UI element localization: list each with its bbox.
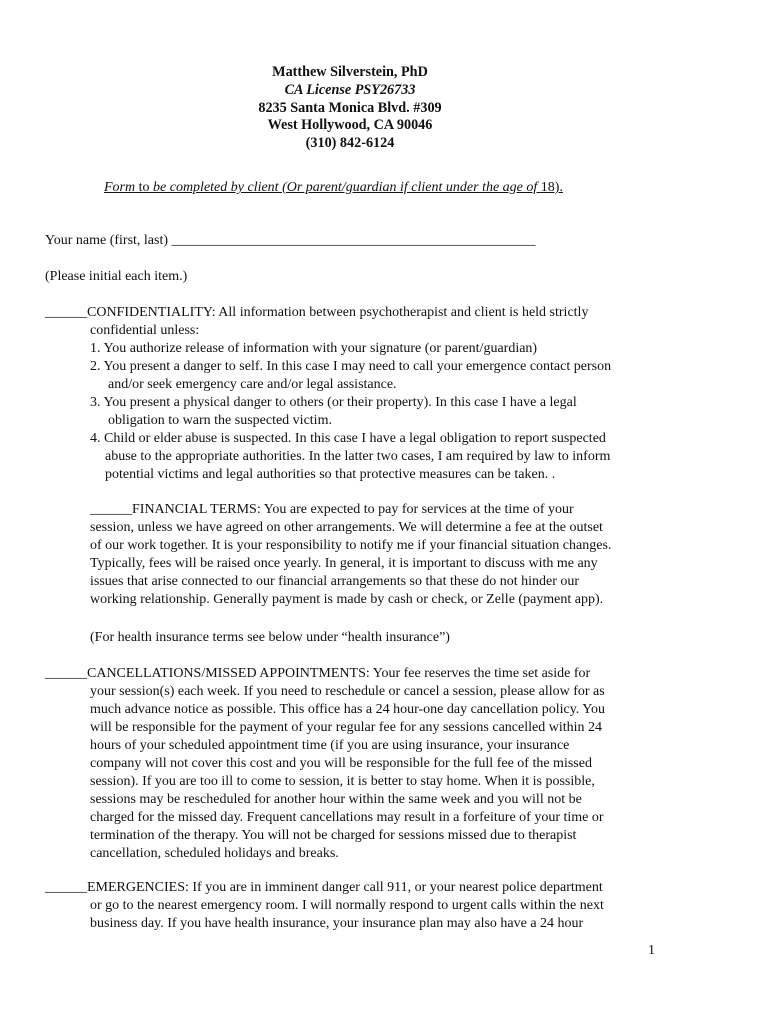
list-item: 1. You authorize release of information with your signature (or parent/guardian) bbox=[90, 341, 538, 356]
list-item: 4. Child or elder abuse is suspected. In this case I have a legal obligation to report suspected abuse to the appropriate authorities. In the latter two cases, I am required by law to inform potential victims and legal authorities so that protective measures can be taken. . bbox=[90, 431, 611, 482]
form-instructions: Form to be completed by client (Or parent/guardian if client under the age of 18). bbox=[104, 180, 563, 195]
emergencies-heading: EMERGENCIES: If you are in imminent danger call 911, or your nearest police department bbox=[87, 880, 603, 895]
cancellations-section: ______CANCELLATIONS/MISSED APPOINTMENTS: Your fee reserves the time set aside for your session(s) each week. If you need to reschedule or cancel a session, please allow for as much advance notice as possible. This office has a 24 hour-one day cancellation policy. You will be responsible for the payment of your regular fee for any sessions cancelled within 24 hours of your scheduled appointment time (if you are using insurance, your insurance company will not cover this cost and you will be responsible for the full fee of the missed session). If you are too ill to come to session, it is better to stay home. When it is possible, sessions may be rescheduled for another hour within the same week and you will not be charged for the missed day. Frequent cancellations may result in a forfeiture of your time or termination of the therapy. You will not be charged for sessions missed due to therapist cancellation, scheduled holidays and breaks. bbox=[45, 666, 605, 861]
client-name-blank[interactable]: ____________________________________________________ bbox=[171, 233, 536, 248]
confidentiality-exceptions-list bbox=[90, 340, 611, 484]
list-item: 2. You present a danger to self. In this case I may need to call your emergence contact person and/or seek emergency care and/or legal assistance. bbox=[90, 359, 612, 392]
emergencies-initial-blank[interactable]: ______ bbox=[45, 880, 87, 895]
phone-number: (310) 842-6124 bbox=[305, 135, 395, 152]
confidentiality-section: ______CONFIDENTIALITY: All information between psychotherapist and client is held strictly confidential unless: bbox=[45, 305, 589, 338]
financial-heading: FINANCIAL TERMS: You are expected to pay for services at the time of your bbox=[132, 502, 574, 517]
therapist-name: Matthew Silverstein, PhD bbox=[272, 64, 428, 80]
list-item: 3. You present a physical danger to others (or their property). In this case I have a legal obligation to warn the suspected victim. bbox=[90, 395, 577, 428]
financial-initial-blank[interactable]: ______ bbox=[90, 502, 132, 517]
address-line-2: West Hollywood, CA 90046 bbox=[267, 117, 433, 134]
confidentiality-heading: CONFIDENTIALITY: All information between psychotherapist and client is held strictly bbox=[87, 305, 589, 320]
initial-instructions: (Please initial each item.) bbox=[45, 269, 188, 284]
financial-terms-section: ______FINANCIAL TERMS: You are expected to pay for services at the time of your session, unless we have agreed on other arrangements. We will determine a fee at the outset of our work together. It is your responsibility to notify me if your financial situation changes. Typically, fees will be raised once yearly. In general, it is important to discuss with me any issues that arise connected to our financial arrangements so that these do not hinder our working relationship. Generally payment is made by cash or check, or Zelle (payment app). bbox=[90, 502, 612, 607]
license-number: CA License PSY26733 bbox=[284, 81, 416, 98]
letterhead bbox=[0, 64, 700, 153]
insurance-reference-note: (For health insurance terms see below under “health insurance”) bbox=[90, 630, 450, 645]
client-name-label: Your name (first, last) bbox=[45, 233, 172, 248]
confidentiality-initial-blank[interactable]: ______ bbox=[45, 305, 87, 320]
client-name-field[interactable] bbox=[45, 232, 536, 250]
emergencies-section: ______EMERGENCIES: If you are in imminent danger call 911, or your nearest police department or go to the nearest emergency room. I will normally respond to urgent calls within the next business day. If you have health insurance, your insurance plan may also have a 24 hour bbox=[45, 880, 604, 931]
cancellations-initial-blank[interactable]: ______ bbox=[45, 666, 87, 681]
address-line-1: 8235 Santa Monica Blvd. #309 bbox=[258, 99, 442, 116]
cancellations-heading: CANCELLATIONS/MISSED APPOINTMENTS: Your fee reserves the time set aside for bbox=[87, 666, 591, 681]
page-number: 1 bbox=[648, 943, 655, 958]
